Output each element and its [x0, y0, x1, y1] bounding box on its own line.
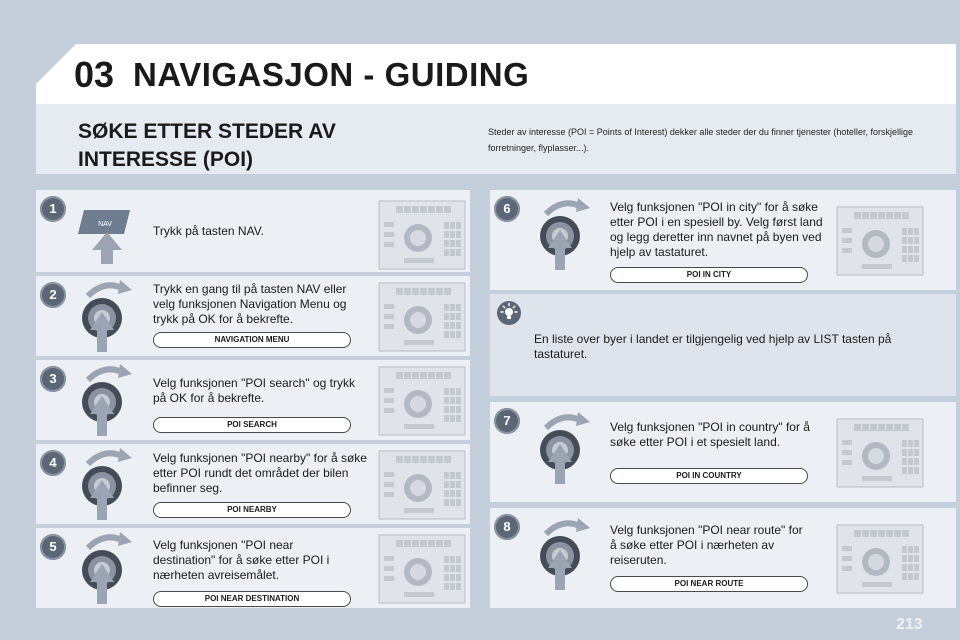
radio-unit-4	[378, 450, 466, 520]
step-number-5: 5	[40, 534, 66, 560]
step-label-4: POI NEARBY	[153, 502, 351, 518]
step-text-8: Velg funksjonen "POI near route" for å søke etter POI i nærheten av reiseruten.	[610, 523, 803, 567]
step-number-6: 6	[494, 196, 520, 222]
radio-unit-7	[836, 418, 924, 488]
knob-icon-3	[74, 362, 138, 438]
knob-icon-4	[74, 446, 138, 522]
page-number: 213	[896, 616, 923, 633]
knob-icon-2	[74, 278, 138, 354]
step-text-2: Trykk en gang til på tasten NAV eller velg funksjonen Navigation Menu og trykk på OK for å bekrefte.	[153, 282, 347, 326]
step-label-2: NAVIGATION MENU	[153, 332, 351, 348]
lightbulb-icon	[496, 300, 522, 326]
radio-unit-3	[378, 366, 466, 436]
step-label-3: POI SEARCH	[153, 417, 351, 433]
step-text-4: Velg funksjonen "POI nearby" for å søke etter POI rundt det området der bilen befinner seg.	[153, 451, 367, 495]
step-number-1: 1	[40, 196, 66, 222]
radio-unit-8	[836, 524, 924, 594]
knob-icon-8	[532, 516, 596, 592]
step-label-5: POI NEAR DESTINATION	[153, 591, 351, 607]
radio-unit-6	[836, 206, 924, 276]
nav-key-icon	[78, 206, 136, 266]
step-number-2: 2	[40, 282, 66, 308]
radio-unit-2	[378, 282, 466, 352]
step-text-6: Velg funksjonen "POI in city" for å søke etter POI i en spesiell by. Velg først land og legg deretter inn navnet på byen ved hjelp av tastaturet.	[610, 200, 823, 259]
step-number-7: 7	[494, 408, 520, 434]
step-label-7: POI IN COUNTRY	[610, 468, 808, 484]
nav-key-text: NAV	[98, 221, 112, 228]
step-text-5: Velg funksjonen "POI near destination" for å søke etter POI i nærheten avreisemålet.	[153, 538, 330, 582]
step-text-3: Velg funksjonen "POI search" og trykk på OK for å bekrefte.	[153, 376, 355, 405]
section-title: SØKE ETTER STEDER AV INTERESSE (POI)	[78, 120, 336, 171]
step-number-4: 4	[40, 450, 66, 476]
tip-text: En liste over byer i landet er tilgjengelig ved hjelp av LIST tasten på tastaturet.	[534, 332, 892, 361]
knob-icon-7	[532, 410, 596, 486]
knob-icon-6	[532, 196, 596, 272]
step-label-8: POI NEAR ROUTE	[610, 576, 808, 592]
step-label-6: POI IN CITY	[610, 267, 808, 283]
step-number-3: 3	[40, 366, 66, 392]
chapter-title: NAVIGASJON - GUIDING	[133, 56, 530, 93]
radio-unit-1	[378, 200, 466, 270]
knob-icon-5	[74, 530, 138, 606]
section-intro: Steder av interesse (POI = Points of Interest) dekker alle steder der du finner tjenester (hoteller, forskjellige forretninger, flyplasser...).	[488, 127, 913, 153]
step-text-1: Trykk på tasten NAV.	[153, 224, 264, 238]
step-number-8: 8	[494, 514, 520, 540]
step-text-7: Velg funksjonen "POI in country" for å søke etter POI i et spesielt land.	[610, 420, 810, 449]
chapter-number: 03	[74, 54, 115, 95]
radio-unit-5	[378, 534, 466, 604]
